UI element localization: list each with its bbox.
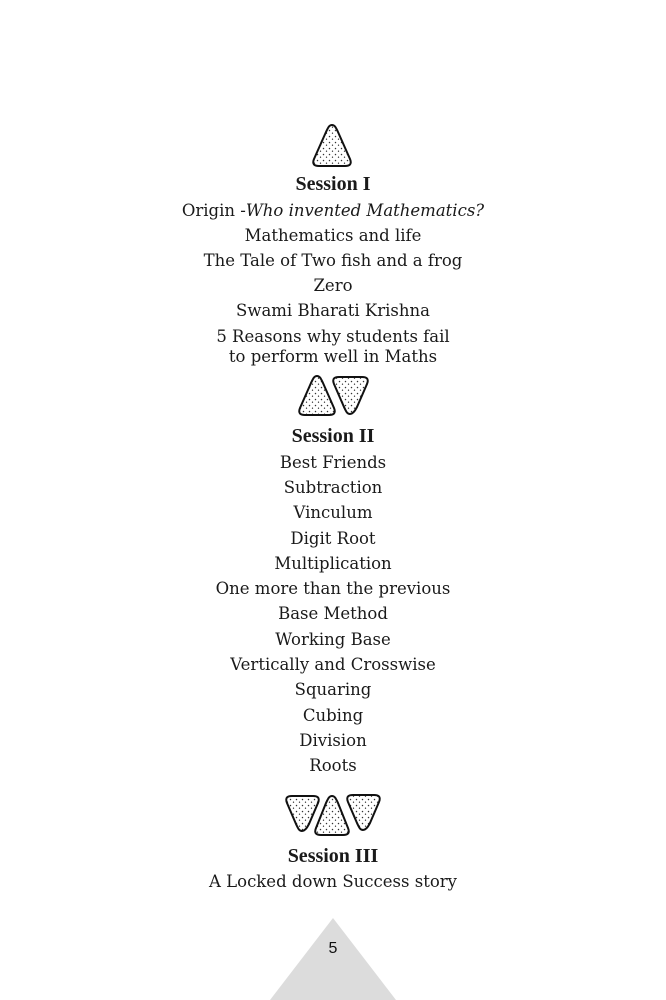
page-marker-triangle-icon	[270, 918, 396, 1000]
session-1-item: Mathematics and life	[244, 226, 422, 245]
session-1-title: Session I	[295, 173, 371, 195]
session-3-title: Session III	[287, 845, 379, 867]
session-2-item: Base Method	[278, 604, 388, 623]
session-1-item: Zero	[313, 276, 353, 295]
session-2-item: Best Friends	[279, 453, 387, 472]
session-1-item: Swami Bharati Krishna	[236, 301, 430, 320]
page-number: 5	[328, 940, 338, 957]
session-1-item: 5 Reasons why students fail	[216, 327, 450, 346]
session-2-item: Squaring	[294, 680, 372, 699]
session-2-item: Vinculum	[293, 503, 373, 522]
dotted-triangle-pair-icon	[296, 374, 372, 418]
session-2-item: Subtraction	[283, 478, 383, 497]
session-3-item: A Locked down Success story	[209, 872, 457, 891]
session-2-item: Cubing	[302, 706, 364, 725]
session-2-item: Digit Root	[290, 529, 376, 548]
session-2-item: Division	[299, 731, 367, 750]
dotted-triangle-icon	[310, 123, 354, 169]
session-2-item: Working Base	[275, 630, 391, 649]
session-2-item: Multiplication	[274, 554, 392, 573]
session-2-title: Session II	[291, 425, 375, 447]
session-2-item: Roots	[309, 756, 357, 775]
dotted-triangle-trio-icon	[283, 792, 383, 838]
session-1-item: Origin -Who invented Mathematics?	[181, 201, 485, 220]
session-1-item: to perform well in Maths	[228, 347, 438, 366]
session-2-item: Vertically and Crosswise	[230, 655, 436, 674]
session-1-item: The Tale of Two fish and a frog	[203, 251, 463, 270]
session-2-item: One more than the previous	[215, 579, 451, 598]
